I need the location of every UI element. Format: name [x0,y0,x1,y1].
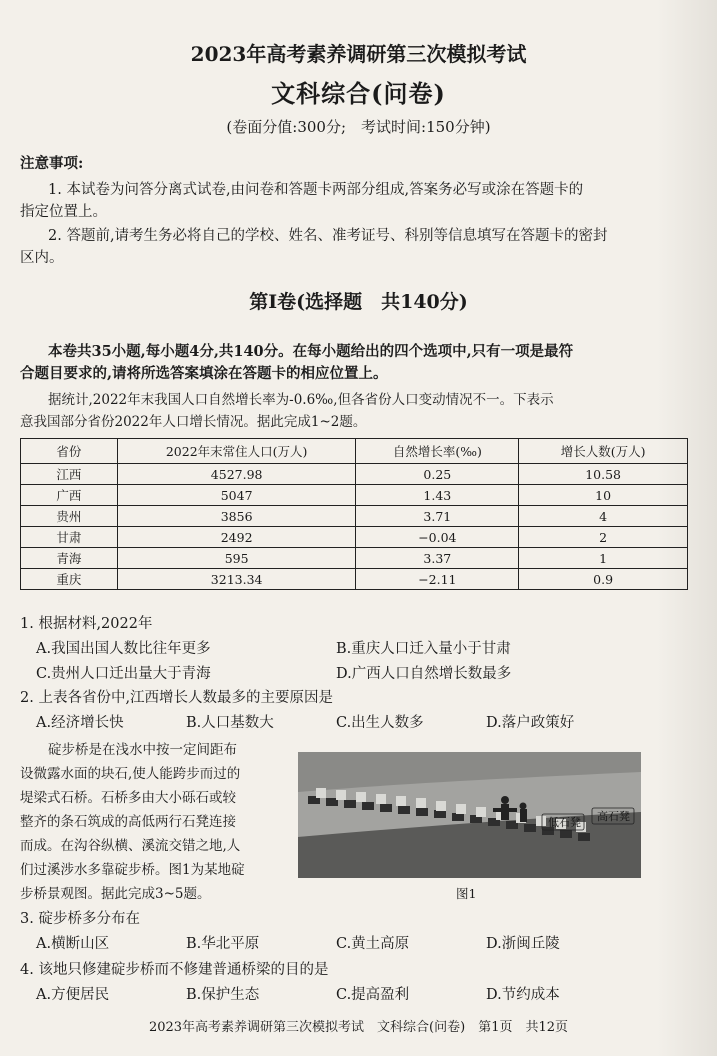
table-cell: 江西 [21,464,118,485]
q1-option-b: B.重庆人口迁入量小于甘肃 [336,641,511,657]
q2-option-b: B.人口基数大 [186,715,274,731]
stepping-stone-bridge-photo [298,752,641,878]
table-cell: 广西 [21,485,118,506]
population-table [20,438,688,590]
table-header-cell: 自然增长率(‰) [356,439,519,464]
table-cell: 1 [519,548,688,569]
material2-line2: 设微露水面的块石,使人能跨步而过的 [20,766,241,782]
table-cell: −0.04 [356,527,519,548]
table-cell: 595 [117,548,356,569]
q4-option-b: B.保护生态 [186,987,260,1003]
q2-option-c: C.出生人数多 [336,715,424,731]
q3-option-a: A.横断山区 [36,936,110,952]
table-header-cell: 省份 [21,439,118,464]
q4-option-d: D.节约成本 [486,987,560,1003]
table-cell: 1.43 [356,485,519,506]
material2-line1: 碇步桥是在浅水中按一定间距布 [48,742,237,758]
material1-line1: 据统计,2022年末我国人口自然增长率为-0.6‰,但各省份人口变动情况不一。下表示 [48,392,554,408]
photo-illustration [298,752,641,878]
score-time-info: (卷面分值:300分; 考试时间:150分钟) [226,118,491,136]
table-cell: 4527.98 [117,464,356,485]
table-cell: 4 [519,506,688,527]
table-header-row [21,439,688,464]
table-cell: 3.71 [356,506,519,527]
q1-stem: 1. 根据材料,2022年 [20,616,153,632]
figure-caption: 图1 [456,886,477,901]
notice-item2-line1: 2. 答题前,请考生务必将自己的学校、姓名、准考证号、科别等信息填写在答题卡的密封 [48,228,608,244]
table-row [21,527,688,548]
figure-label-high-stool: 高石凳 [597,810,630,823]
table-row [21,548,688,569]
q1-option-a: A.我国出国人数比往年更多 [36,641,211,657]
q1-option-d: D.广西人口自然增长数最多 [336,666,512,682]
table-row [21,485,688,506]
table-cell: 10.58 [519,464,688,485]
material2-line4: 整齐的条石筑成的高低两行石凳连接 [20,814,236,830]
notice-heading: 注意事项: [20,155,84,172]
q4-stem: 4. 该地只修建碇步桥而不修建普通桥梁的目的是 [20,962,329,978]
notice-item1-line2: 指定位置上。 [20,204,107,220]
material1-line2: 意我国部分省份2022年人口增长情况。据此完成1~2题。 [20,414,367,430]
material2-line3: 堤梁式石桥。石桥多由大小砾石或较 [20,790,236,806]
table-cell: 3213.34 [117,569,356,590]
table-cell: 5047 [117,485,356,506]
q1-option-c: C.贵州人口迁出量大于青海 [36,666,211,682]
table-cell: 甘肃 [21,527,118,548]
q4-option-a: A.方便居民 [36,987,110,1003]
notice-item2-line2: 区内。 [20,250,64,266]
table-header-cell: 2022年末常住人口(万人) [117,439,356,464]
table-cell: 3856 [117,506,356,527]
table-cell: 3.37 [356,548,519,569]
material2-line7: 步桥景观图。据此完成3~5题。 [20,886,211,902]
section-intro-line1: 本卷共35小题,每小题4分,共140分。在每小题给出的四个选项中,只有一项是最符 [48,343,574,360]
notice-item1-line1: 1. 本试卷为问答分离式试卷,由问卷和答题卡两部分组成,答案务必写或涂在答题卡的 [48,182,584,198]
exam-subtitle: 文科综合(问卷) [271,79,446,108]
section-intro-line2: 合题目要求的,请将所选答案填涂在答题卡的相应位置上。 [20,365,388,382]
table-cell: 10 [519,485,688,506]
q4-option-c: C.提高盈利 [336,987,410,1003]
table-cell: 2492 [117,527,356,548]
material2-line5: 而成。在沟谷纵横、溪流交错之地,人 [20,838,241,854]
figure-label-low-stool: 低石凳 [548,816,581,829]
table-cell: 重庆 [21,569,118,590]
table-cell: 0.25 [356,464,519,485]
q2-stem: 2. 上表各省份中,江西增长人数最多的主要原因是 [20,690,334,706]
table-row [21,506,688,527]
exam-title: 2023年高考素养调研第三次模拟考试 [190,42,527,66]
page-footer: 2023年高考素养调研第三次模拟考试 文科综合(问卷) 第1页 共12页 [148,1020,569,1035]
table-cell: −2.11 [356,569,519,590]
material2-line6: 们过溪涉水多靠碇步桥。图1为某地碇 [20,862,245,878]
table-cell: 贵州 [21,506,118,527]
q3-stem: 3. 碇步桥多分布在 [20,911,140,927]
section-title: 第Ⅰ卷(选择题 共140分) [249,291,468,313]
table-cell: 青海 [21,548,118,569]
q3-option-d: D.浙闽丘陵 [486,936,560,952]
table-cell: 0.9 [519,569,688,590]
q2-option-d: D.落户政策好 [486,715,575,731]
q3-option-c: C.黄土高原 [336,936,410,952]
table-cell: 2 [519,527,688,548]
table-header-cell: 增长人数(万人) [519,439,688,464]
table-row [21,569,688,590]
q2-option-a: A.经济增长快 [36,715,124,731]
table-row [21,464,688,485]
q3-option-b: B.华北平原 [186,936,260,952]
